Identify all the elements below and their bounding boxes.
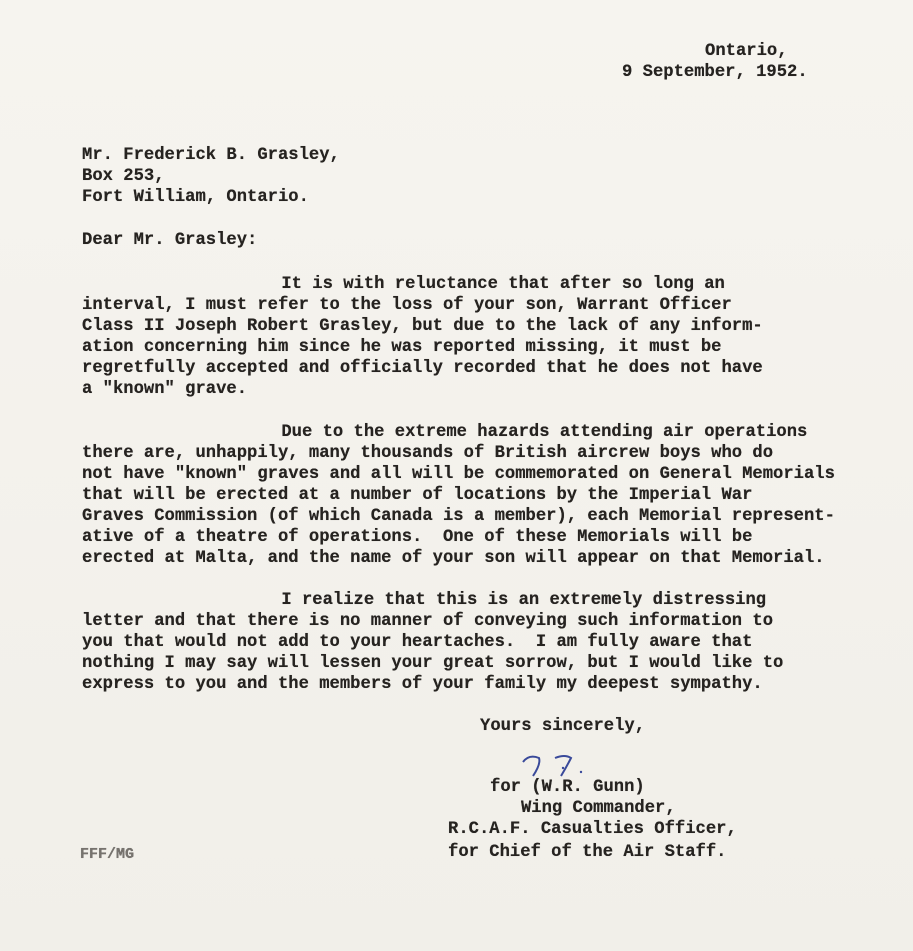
paragraph-1-line: a "known" grave. [82, 380, 248, 399]
paragraph-3-line: express to you and the members of your family my deepest sympathy. [82, 675, 763, 694]
paragraph-1-line: Class II Joseph Robert Grasley, but due to the lack of any inform- [82, 317, 763, 336]
paragraph-2-line: there are, unhappily, many thousands of British aircrew boys who do [82, 444, 774, 463]
signature-title-line: R.C.A.F. Casualties Officer, [448, 820, 737, 839]
place-line: Ontario, [705, 42, 788, 61]
paragraph-1-line: regretfully accepted and officially recorded that he does not have [82, 359, 763, 378]
paragraph-2-line: erected at Malta, and the name of your son will appear on that Memorial. [82, 549, 825, 568]
signature-office-line: for Chief of the Air Staff. [448, 843, 727, 862]
paragraph-2-line: that will be erected at a number of locations by the Imperial War [82, 486, 753, 505]
paragraph-3-line: nothing I may say will lessen your great sorrow, but I would like to [82, 654, 784, 673]
paragraph-2-line: not have "known" graves and all will be commemorated on General Memorials [82, 465, 835, 484]
recipient-box: Box 253, [82, 167, 165, 186]
reference-initials: FFF/MG [80, 846, 135, 863]
paragraph-2-line: Graves Commission (of which Canada is a member), each Memorial represent- [82, 507, 835, 526]
date-line: 9 September, 1952. [622, 63, 808, 82]
paragraph-2-line: ative of a theatre of operations. One of these Memorials will be [82, 528, 753, 547]
paragraph-3-line: letter and that there is no manner of conveying such information to [82, 612, 774, 631]
recipient-name: Mr. Frederick B. Grasley, [82, 146, 340, 165]
paragraph-3-line: you that would not add to your heartaches. I am fully aware that [82, 633, 753, 652]
signature-rank-line: Wing Commander, [490, 799, 676, 818]
recipient-city: Fort William, Ontario. [82, 188, 309, 207]
paragraph-3-line: I realize that this is an extremely distressing [106, 591, 767, 610]
paragraph-2-line: Due to the extreme hazards attending air operations [106, 423, 808, 442]
signature-for-line: for (W.R. Gunn) [490, 778, 645, 797]
salutation: Dear Mr. Grasley: [82, 231, 258, 250]
paragraph-1-line: ation concerning him since he was reported missing, it must be [82, 338, 722, 357]
paragraph-1-line: interval, I must refer to the loss of your son, Warrant Officer [82, 296, 732, 315]
paragraph-1-line: It is with reluctance that after so long an [106, 275, 725, 294]
closing: Yours sincerely, [480, 717, 646, 736]
